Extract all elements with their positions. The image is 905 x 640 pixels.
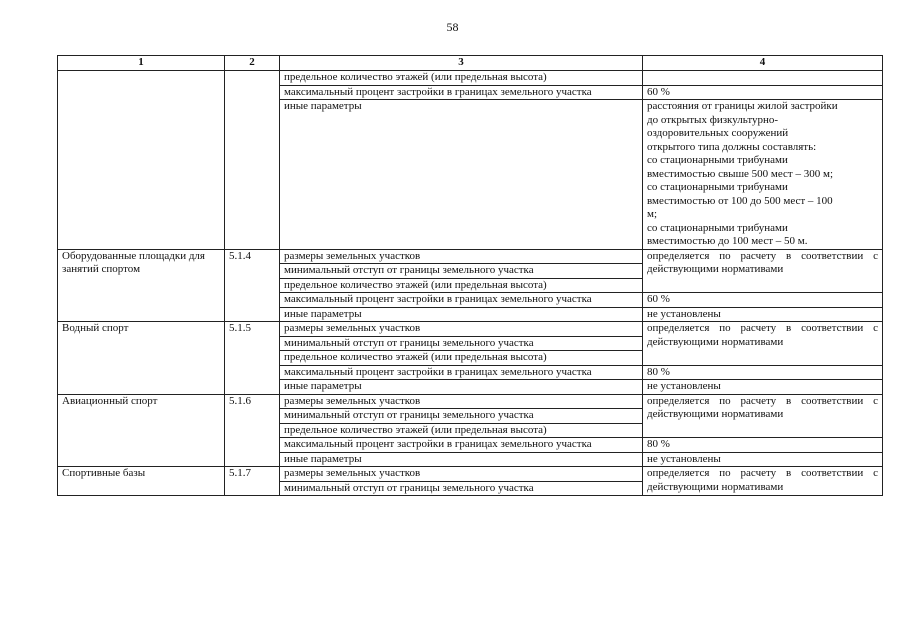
table-row bbox=[58, 394, 883, 409]
param-cell: иные параметры bbox=[280, 100, 643, 250]
use-name-cell: Авиационный спорт bbox=[58, 394, 225, 467]
param-cell: размеры земельных участков bbox=[280, 394, 643, 409]
param-cell: размеры земельных участков bbox=[280, 249, 643, 264]
text-line: со стационарными трибунами bbox=[647, 154, 788, 166]
param-cell: максимальный процент застройки в границах земельного участка bbox=[280, 365, 643, 380]
param-cell: предельное количество этажей (или предельная высота) bbox=[280, 278, 643, 293]
table-row bbox=[58, 467, 883, 482]
value-cell: 60 % bbox=[643, 293, 883, 308]
value-cell: не установлены bbox=[643, 452, 883, 467]
text-line: до открытых физкультурно- bbox=[647, 113, 779, 126]
text-line: со стационарными трибунами bbox=[647, 181, 788, 193]
code-cell bbox=[225, 71, 280, 250]
text-line: оздоровительных сооружений bbox=[647, 127, 789, 139]
param-cell: предельное количество этажей (или предельная высота) bbox=[280, 351, 643, 366]
value-cell: определяется по расчету в соответствии с действующими нормативами bbox=[643, 467, 883, 496]
value-cell: определяется по расчету в соответствии с действующими нормативами bbox=[643, 322, 883, 366]
param-cell: предельное количество этажей (или предельная высота) bbox=[280, 423, 643, 438]
param-cell: минимальный отступ от границы земельного участка bbox=[280, 264, 643, 279]
param-cell: минимальный отступ от границы земельного участка bbox=[280, 481, 643, 496]
column-header: 3 bbox=[280, 56, 643, 71]
code-cell: 5.1.6 bbox=[225, 394, 280, 467]
table-row bbox=[58, 249, 883, 264]
regulations-table bbox=[57, 55, 883, 496]
text-line: расстояния от границы жилой застройки bbox=[647, 100, 838, 112]
text-line: со стационарными трибунами bbox=[647, 221, 788, 234]
param-cell: максимальный процент застройки в границах земельного участка bbox=[280, 293, 643, 308]
param-cell: предельное количество этажей (или предельная высота) bbox=[280, 71, 643, 86]
value-cell bbox=[643, 71, 883, 86]
text-line: вместимостью свыше 500 мест – 300 м; bbox=[647, 167, 834, 180]
param-cell: минимальный отступ от границы земельного участка bbox=[280, 336, 643, 351]
param-cell: иные параметры bbox=[280, 307, 643, 322]
column-header: 2 bbox=[225, 56, 280, 71]
value-cell: 80 % bbox=[643, 365, 883, 380]
use-name-cell: Водный спорт bbox=[58, 322, 225, 395]
table-row bbox=[58, 71, 883, 86]
value-cell: определяется по расчету в соответствии с действующими нормативами bbox=[643, 249, 883, 293]
param-cell: максимальный процент застройки в границах земельного участка bbox=[280, 438, 643, 453]
text-line: вместимостью до 100 мест – 50 м. bbox=[647, 235, 808, 247]
value-cell bbox=[643, 100, 883, 250]
param-cell: минимальный отступ от границы земельного участка bbox=[280, 409, 643, 424]
text-line: открытого типа должны составлять: bbox=[647, 140, 817, 153]
value-cell: определяется по расчету в соответствии с действующими нормативами bbox=[643, 394, 883, 438]
text-line: м; bbox=[647, 208, 658, 220]
page-number: 58 bbox=[446, 20, 459, 34]
column-header: 4 bbox=[643, 56, 883, 71]
code-cell: 5.1.4 bbox=[225, 249, 280, 322]
column-header: 1 bbox=[58, 56, 225, 71]
param-cell: размеры земельных участков bbox=[280, 467, 643, 482]
text-line: вместимостью от 100 до 500 мест – 100 bbox=[647, 194, 833, 207]
value-cell: 80 % bbox=[643, 438, 883, 453]
param-cell: размеры земельных участков bbox=[280, 322, 643, 337]
param-cell: иные параметры bbox=[280, 452, 643, 467]
use-name-cell: Оборудованные площадки для занятий спортом bbox=[58, 249, 225, 322]
code-cell: 5.1.5 bbox=[225, 322, 280, 395]
param-cell: максимальный процент застройки в границах земельного участка bbox=[280, 85, 643, 100]
code-cell: 5.1.7 bbox=[225, 467, 280, 496]
value-cell: не установлены bbox=[643, 380, 883, 395]
value-cell: 60 % bbox=[643, 85, 883, 100]
use-name-cell bbox=[58, 71, 225, 250]
param-cell: иные параметры bbox=[280, 380, 643, 395]
value-cell: не установлены bbox=[643, 307, 883, 322]
header-row bbox=[58, 56, 883, 71]
table-row bbox=[58, 322, 883, 337]
use-name-cell: Спортивные базы bbox=[58, 467, 225, 496]
